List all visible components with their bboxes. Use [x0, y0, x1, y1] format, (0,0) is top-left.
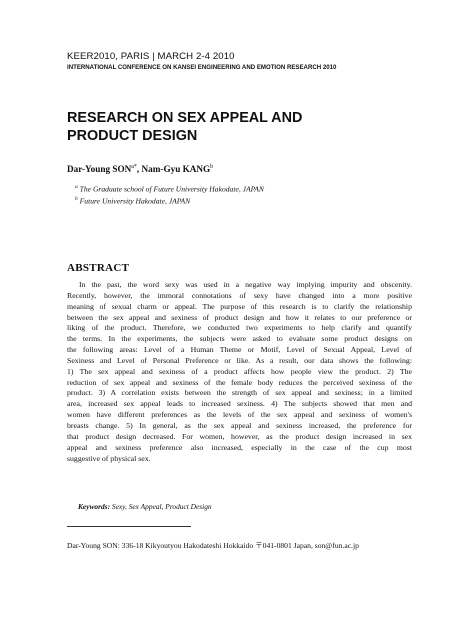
author-2: Nam-Gyu KANG [141, 164, 211, 175]
abstract-line: the terms. In the experiments, the subjects were asked to evaluate some product designs on [67, 334, 412, 344]
keywords [78, 502, 212, 511]
paper-title [67, 109, 397, 145]
affiliation-a [75, 184, 264, 194]
conference-full-name: INTERNATIONAL CONFERENCE ON KANSEI ENGINEERING AND EMOTION RESEARCH 2010 [67, 64, 337, 71]
abstract-line: the following areas: Level of a Human Theme or Motif, Level of Sexual Appeal, Level of [67, 345, 412, 355]
abstract-line: appeal and sexiness preference also increased, especially in the case of the cup most [67, 442, 412, 452]
keywords-text: Sexy, Sex Appeal, Product Design [110, 502, 212, 511]
abstract-line: area, increased sex appeal leads to increased sexiness. 4) The subjects showed that men and [67, 399, 412, 409]
affiliation-a-text: The Graduate school of Future University Hakodate, JAPAN [79, 184, 264, 194]
author-list [67, 164, 213, 174]
abstract-line: suggestive of physical sex. [67, 453, 151, 463]
abstract-body [67, 280, 412, 464]
affiliation-a-mark: a [75, 184, 78, 190]
abstract-line: that product design decreased. For women, however, as the product design increased in sex [67, 431, 412, 441]
keywords-label: Keywords: [78, 502, 111, 511]
abstract-line: product. 3) A correlation exists between the strength of sex appeal and sexiness; in a limited [67, 388, 412, 398]
affiliation-b-mark: b [75, 196, 78, 202]
abstract-line: Sexiness and Level of Personal Preference or like. As a result, our data shows the following: [67, 355, 412, 365]
corresponding-author-contact [67, 540, 359, 551]
affiliation-b [75, 196, 190, 206]
abstract-heading: ABSTRACT [67, 262, 130, 274]
contact-details: : 336-18 Kikyoutyou Hakodateshi Hokkaido 〒041-0801 Japan, son@fun.ac.jp [117, 541, 359, 550]
abstract-line: In the past, the word sexy was used in a negative way implying impurity and obscenity. [79, 280, 412, 289]
contact-name: Dar-Young SON [67, 541, 118, 550]
abstract-line: liking of the product. Therefore, we conducted two experiments to help clarify and quantify [67, 323, 412, 333]
author-1: Dar-Young SON [67, 164, 132, 175]
conference-line: KEER2010, PARIS | MARCH 2-4 2010 [67, 51, 235, 62]
paper-title-line-1: RESEARCH ON SEX APPEAL AND [67, 110, 303, 126]
abstract-line: 1) The sex appeal and sexiness of a product affects how people view the product. 2) The [67, 366, 412, 376]
abstract-line: reduction of sex appeal and sexiness of the female body reduces the perceived sexiness of the [67, 377, 412, 387]
abstract-line: Recently, however, the immoral connotations of sexy have changed into a more positive [67, 290, 412, 300]
paper-title-line-2: PRODUCT DESIGN [67, 128, 198, 144]
abstract-line: women have different preferences as the levels of the sex appeal and sexiness of women's [67, 410, 412, 420]
author-separator: , [136, 164, 142, 175]
author-1-marks: a* [131, 164, 137, 170]
footnote-divider [67, 526, 191, 527]
abstract-line: between the sex appeal and sexiness of product design and how it relates to our preference or [67, 312, 412, 322]
abstract-line: breasts change. 5) In general, as the sex appeal and sexiness increased, the preference for [67, 420, 412, 430]
author-2-marks: b [210, 164, 214, 170]
abstract-line: meaning of sexual charm or appeal. The purpose of this research is to clarify the relationship [67, 301, 412, 311]
conference-header [67, 51, 336, 72]
affiliation-b-text: Future University Hakodate, JAPAN [79, 196, 191, 206]
